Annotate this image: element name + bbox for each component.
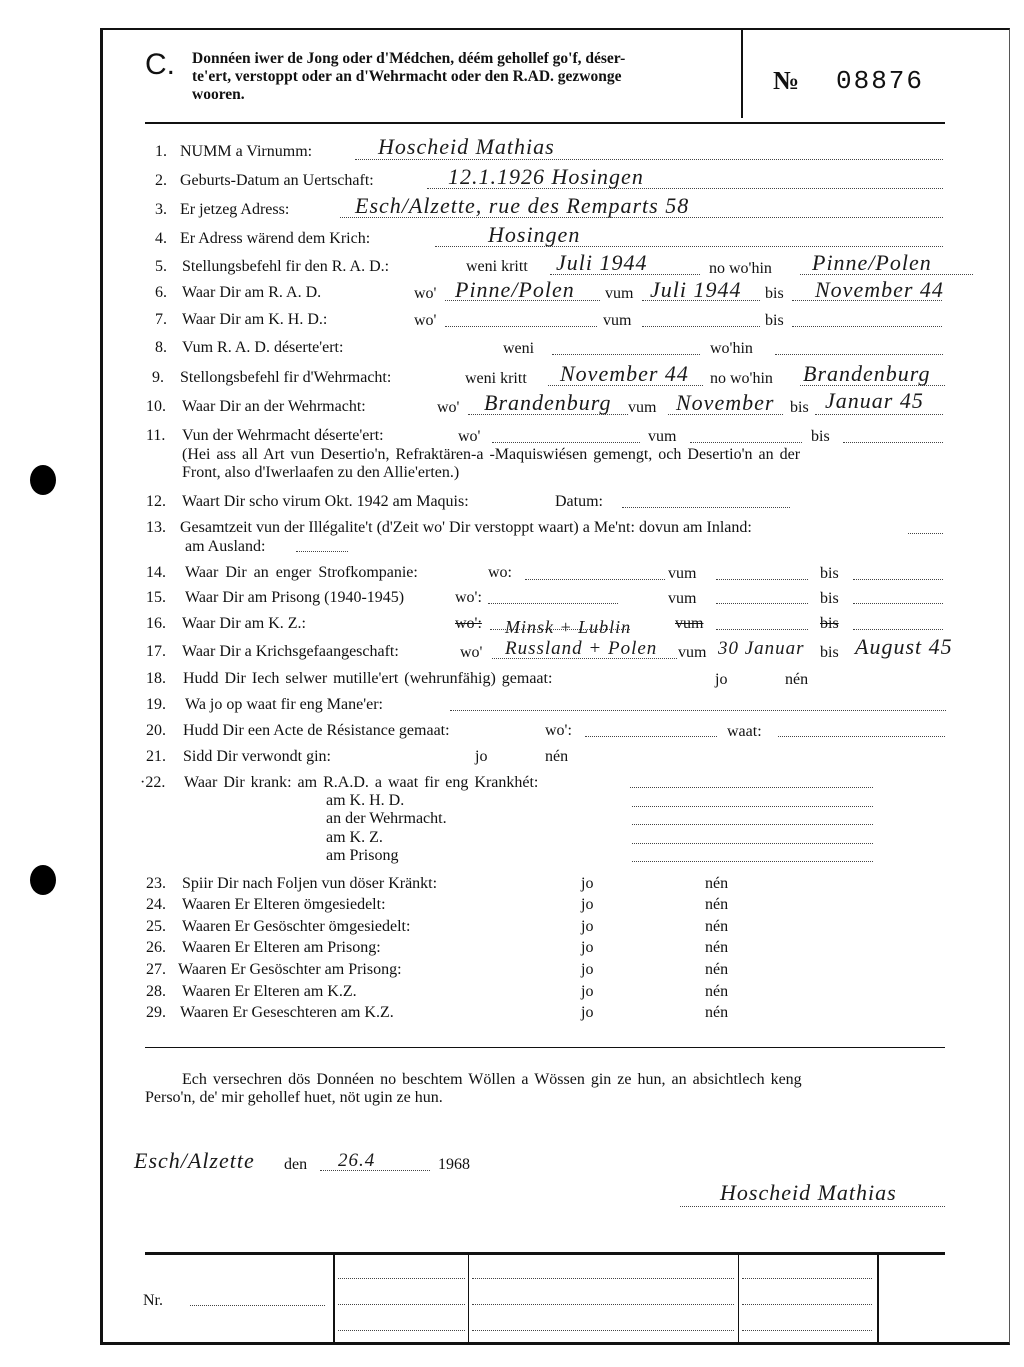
item-label: Vun der Wehrmacht déserte'ert: (182, 427, 384, 444)
header-rule (145, 122, 945, 124)
sub-label: an der Wehrmacht. (326, 810, 447, 827)
declaration-line: Ech versechren dös Donnéen no beschtem Wöllen a Wössen gin ze hun, an absichtlech keng (182, 1071, 802, 1088)
item-label: Waar Dir am R. A. D. (182, 284, 322, 301)
signature: Hoscheid Mathias (720, 1180, 897, 1205)
footer-divider (877, 1255, 879, 1343)
field-line[interactable] (632, 806, 873, 807)
item-label: Vum R. A. D. déserte'ert: (182, 339, 344, 356)
section-rule (145, 1047, 945, 1048)
field-value: Russland + Polen (505, 638, 658, 659)
field-label: wo' (458, 428, 481, 445)
field-label: bis (820, 565, 839, 582)
item-note: (Hei ass all Art vun Desertio'n, Refraktären-a -Maquiswiésen gemengt, och Desertio'n an der (182, 446, 801, 463)
field-line[interactable] (525, 579, 665, 580)
item-label: Waaren Er Elteren am Prisong: (182, 939, 381, 956)
field-value: Brandenburg (803, 361, 931, 386)
field-line[interactable] (815, 414, 943, 415)
no-option[interactable]: nén (705, 983, 729, 1000)
no-option[interactable]: nén (705, 896, 729, 913)
field-line[interactable] (742, 1278, 872, 1279)
field-label: wo: (488, 564, 512, 581)
year-label: 1968 (438, 1156, 470, 1173)
place-value: Esch/Alzette (134, 1148, 255, 1173)
item-label: Sidd Dir verwondt gin: (183, 748, 331, 765)
field-value: November 44 (560, 361, 689, 386)
field-value: Pinne/Polen (455, 277, 575, 302)
field-label: vum (628, 399, 657, 416)
field-value: Pinne/Polen (812, 250, 932, 275)
field-label: Datum: (555, 493, 603, 510)
item-label: Waar Dir am K. Z.: (182, 615, 306, 632)
item-label: Waar Dir krank: am R.A.D. a waat fir eng Krankhét: (184, 774, 539, 791)
field-value: Juli 1944 (650, 277, 742, 302)
field-line[interactable] (338, 1304, 465, 1305)
punch-hole (30, 465, 56, 495)
item-label: Waaren Er Elteren ömgesiedelt: (182, 896, 386, 913)
item-number: 29. (146, 1004, 166, 1021)
item-number: 20. (146, 722, 166, 739)
field-line[interactable] (742, 1330, 872, 1331)
item-number: 15. (146, 589, 166, 606)
item-label: Gesamtzeit vun der Illégalite't (d'Zeit wo' Dir verstoppt waart) a Me'nt: dovun am Inland: (180, 519, 752, 536)
no-option[interactable]: nén (705, 1004, 729, 1021)
field-label: waat: (727, 723, 762, 740)
field-line[interactable] (585, 736, 717, 737)
field-label: no wo'hin (710, 370, 773, 387)
item-number: 12. (146, 493, 166, 510)
item-label: Hudd Dir een Acte de Résistance gemaat: (183, 722, 450, 739)
title-line: Donnéen iwer de Jong oder d'Médchen, déém gehollef go'f, déser- (192, 50, 626, 67)
yes-option[interactable]: jo (475, 748, 488, 765)
form-number: 08876 (836, 66, 925, 96)
footer-divider (738, 1255, 739, 1343)
field-line[interactable] (632, 861, 873, 862)
item-number: 24. (146, 896, 166, 913)
nr-field-line[interactable] (190, 1305, 325, 1306)
item-number: 17. (146, 643, 166, 660)
declaration-line: Perso'n, de' mir gehollef huet, nöt ugin ze hun. (145, 1089, 443, 1106)
den-label: den (284, 1156, 308, 1173)
field-line[interactable] (492, 442, 640, 443)
field-line[interactable] (445, 326, 597, 327)
signature-field-line[interactable] (680, 1206, 945, 1207)
footer-divider (333, 1255, 335, 1343)
item-label: Waar Dir am K. H. D.: (182, 311, 328, 328)
field-value: November 44 (815, 277, 944, 302)
field-value: November (676, 390, 775, 415)
item-number: 8. (155, 339, 167, 356)
item-number: 25. (146, 918, 166, 935)
footer-divider (468, 1255, 469, 1343)
war-address-value: Hosingen (488, 222, 581, 247)
item-number: 4. (155, 230, 167, 247)
item-label: Stellongsbefehl fir d'Wehrmacht: (180, 369, 392, 386)
date-value: 26.4 (338, 1150, 376, 1171)
field-line[interactable] (742, 1304, 872, 1305)
item-number: 28. (146, 983, 166, 1000)
field-label: vum (678, 644, 707, 661)
sub-label: am K. H. D. (326, 792, 405, 809)
item-label: Waar Dir an der Wehrmacht: (182, 398, 366, 415)
item-label: Stellungsbefehl fir den R. A. D.: (182, 258, 390, 275)
field-value: Minsk + Lublin (505, 617, 632, 637)
section-letter: C. (145, 48, 175, 81)
address-value: Esch/Alzette, rue des Remparts 58 (355, 193, 690, 218)
field-line[interactable] (716, 579, 808, 580)
item-label: Wa jo op waat fir eng Mane'er: (185, 696, 383, 713)
field-label: wo' (437, 399, 460, 416)
item-number: 23. (146, 875, 166, 892)
no-option[interactable]: nén (545, 748, 569, 765)
field-line[interactable] (472, 1304, 734, 1305)
item-number: 6. (155, 284, 167, 301)
field-label: vum (668, 565, 697, 582)
field-line[interactable] (338, 1278, 465, 1279)
item-number: 5. (155, 258, 167, 275)
item-label: Er Adress wärend dem Krich: (180, 230, 371, 247)
header-divider (741, 30, 743, 118)
field-label: wo': (455, 589, 482, 606)
punch-hole (30, 865, 56, 895)
field-label: wo' (460, 644, 483, 661)
yes-option[interactable]: jo (581, 961, 594, 978)
field-label: bis (820, 590, 839, 607)
field-line[interactable] (716, 603, 808, 604)
yes-option[interactable]: jo (581, 1004, 594, 1021)
item-label: Waaren Er Gesöschter ömgesiedelt: (182, 918, 411, 935)
sub-label: am Prisong (326, 847, 399, 864)
item-number: 2. (155, 172, 167, 189)
item-label: Er jetzeg Adress: (180, 201, 290, 218)
item-number: 9. (152, 369, 164, 386)
yes-option[interactable]: jo (581, 939, 594, 956)
no-option[interactable]: nén (705, 918, 729, 935)
field-label: vum (603, 312, 632, 329)
yes-option[interactable]: jo (581, 983, 594, 1000)
name-value: Hoscheid Mathias (378, 134, 555, 159)
yes-option[interactable]: jo (715, 671, 728, 688)
field-label: wo'hin (710, 340, 753, 357)
field-label: wo': (455, 615, 482, 632)
field-label: bis (820, 615, 839, 632)
name-field-line[interactable] (355, 159, 943, 160)
field-value: Juli 1944 (556, 250, 648, 275)
field-line[interactable] (853, 603, 943, 604)
field-label: bis (811, 428, 830, 445)
item-number: 27. (146, 961, 166, 978)
item-number: 21. (146, 748, 166, 765)
item-label: Waar Dir an enger Strofkompanie: (185, 564, 418, 581)
field-line[interactable] (622, 507, 790, 508)
field-label: vum (668, 590, 697, 607)
item-number: 26. (146, 939, 166, 956)
field-label: bis (820, 644, 839, 661)
footer-rule (145, 1252, 945, 1255)
yes-option[interactable]: jo (581, 875, 594, 892)
field-label: bis (765, 285, 784, 302)
field-line[interactable] (792, 326, 942, 327)
field-label: vum (675, 615, 704, 632)
field-line[interactable] (338, 1330, 465, 1331)
item-number: 10. (146, 398, 166, 415)
item-label: Waaren Er Geseschteren am K.Z. (180, 1004, 394, 1021)
item-label: am Ausland: (185, 538, 266, 555)
field-line[interactable] (632, 824, 873, 825)
field-line[interactable] (472, 1330, 734, 1331)
title-line: wooren. (192, 86, 245, 103)
item-number: 19. (146, 696, 166, 713)
item-label: Waar Dir am Prisong (1940-1945) (185, 589, 405, 606)
field-label: bis (765, 312, 784, 329)
item-number: ·22. (140, 774, 166, 791)
field-value: August 45 (855, 634, 953, 659)
item-number: 16. (146, 615, 166, 632)
field-label: weni kritt (465, 370, 527, 387)
field-line[interactable] (296, 551, 348, 552)
item-label: Waaren Er Elteren am K.Z. (182, 983, 357, 1000)
field-line[interactable] (642, 326, 760, 327)
no-option[interactable]: nén (705, 961, 729, 978)
yes-option[interactable]: jo (581, 918, 594, 935)
field-label: no wo'hin (709, 260, 772, 277)
field-line[interactable] (908, 533, 943, 534)
field-line[interactable] (472, 1278, 734, 1279)
item-note: Front, also d'Iwerlaafen zu den Allie'erten.) (182, 464, 460, 481)
field-line[interactable] (778, 736, 945, 737)
field-label: weni (503, 340, 535, 357)
field-line[interactable] (632, 843, 873, 844)
field-line[interactable] (843, 442, 943, 443)
field-label: vum (648, 428, 677, 445)
field-line[interactable] (552, 354, 700, 355)
item-label: Geburts-Datum an Uertschaft: (180, 172, 374, 189)
field-line[interactable] (853, 579, 943, 580)
sub-label: am K. Z. (326, 829, 383, 846)
item-label: Waar Dir a Krichsgefaangeschaft: (182, 643, 399, 660)
field-label: wo' (414, 285, 437, 302)
item-label: Waaren Er Gesöschter am Prisong: (178, 961, 402, 978)
section-title (192, 50, 625, 104)
item-label: Waart Dir scho virum Okt. 1942 am Maquis: (182, 493, 469, 510)
field-line[interactable] (853, 629, 943, 630)
yes-option[interactable]: jo (581, 896, 594, 913)
field-value: Januar 45 (825, 388, 924, 413)
field-label: bis (790, 399, 809, 416)
item-number: 1. (155, 143, 167, 160)
field-line[interactable] (690, 442, 802, 443)
birth-value: 12.1.1926 Hosingen (448, 164, 644, 189)
no-option[interactable]: nén (785, 671, 809, 688)
item-label: Spiir Dir nach Foljen vun döser Kränkt: (182, 875, 438, 892)
item-number: 11. (146, 427, 166, 444)
item-label: NUMM a Virnumm: (180, 143, 313, 160)
item-number: 13. (146, 519, 166, 536)
item-number: 3. (155, 201, 167, 218)
no-option[interactable]: nén (705, 939, 729, 956)
field-label: wo' (414, 312, 437, 329)
field-label: weni kritt (466, 258, 528, 275)
nr-label: Nr. (143, 1292, 163, 1309)
field-line[interactable] (775, 354, 943, 355)
field-line[interactable] (630, 787, 873, 788)
field-value: 30 Januar (718, 638, 805, 659)
number-sign: № (773, 66, 800, 95)
field-label: wo': (545, 722, 572, 739)
item-number: 18. (146, 670, 166, 687)
item-label: Hudd Dir Iech selwer mutille'ert (wehrunfähig) gemaat: (183, 670, 553, 687)
no-option[interactable]: nén (705, 875, 729, 892)
item-number: 14. (146, 564, 166, 581)
item-number: 7. (155, 311, 167, 328)
field-label: vum (605, 285, 634, 302)
field-line[interactable] (716, 629, 808, 630)
field-line[interactable] (450, 710, 946, 711)
field-line[interactable] (488, 603, 618, 604)
field-value: Brandenburg (484, 390, 612, 415)
title-line: te'ert, verstoppt oder an d'Wehrmacht oder den R.AD. gezwonge (192, 68, 622, 85)
